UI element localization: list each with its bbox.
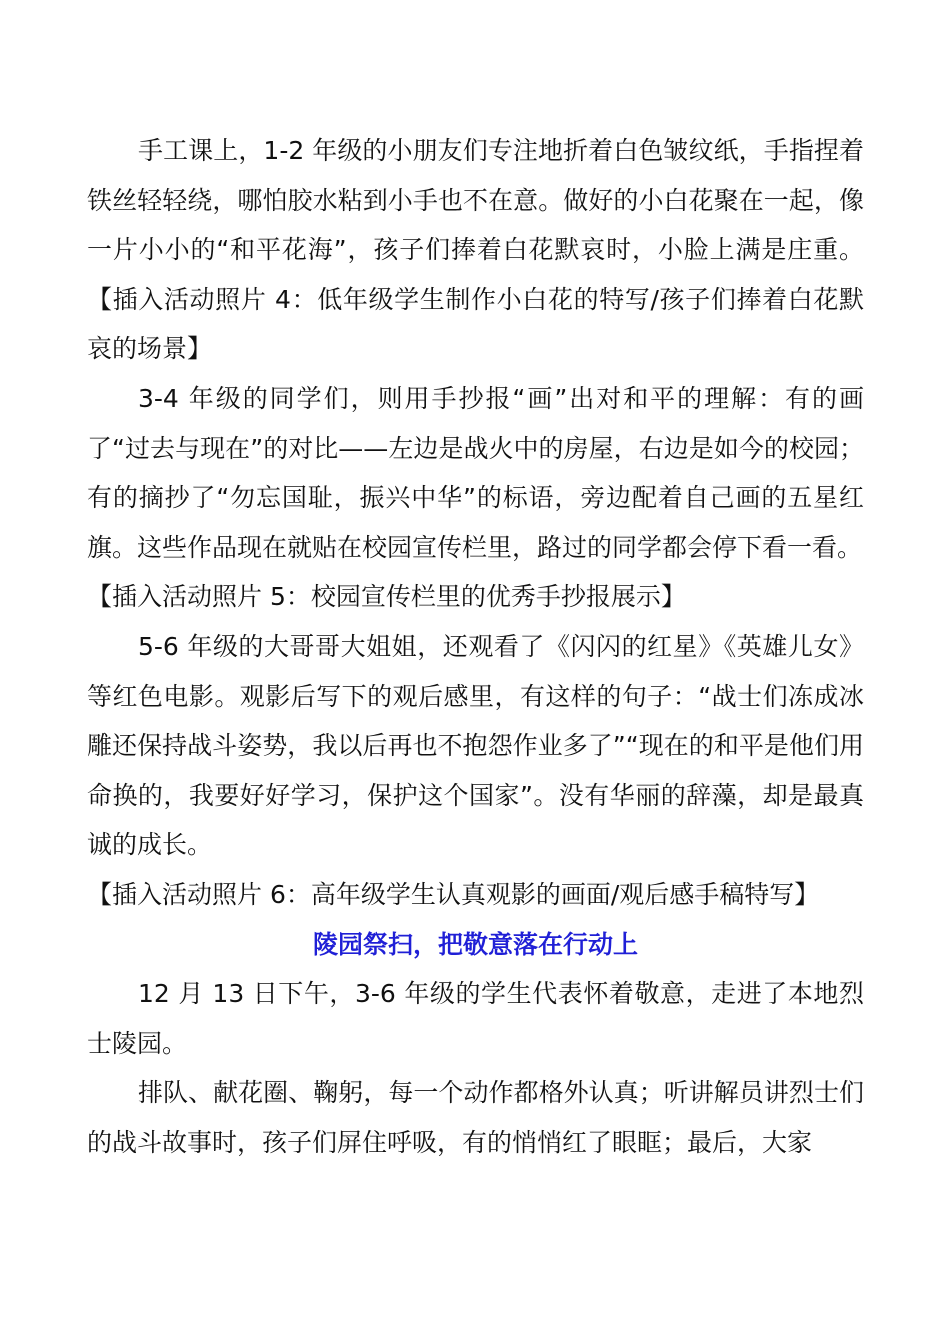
document-page [87,126,864,1167]
section-heading: 陵园祭扫，把敬意落在行动上 [312,929,638,959]
photo-placeholder-5: 【插入活动照片 5：校园宣传栏里的优秀手抄报展示】 [87,582,686,612]
paragraph-handcraft: 手工课上，1-2 年级的小朋友们专注地折着白色皱纹纸，手指捏着铁丝轻轻绕，哪怕胶水粘到小手也不在意。做好的小白花聚在一起，像一片小小的“和平花海”，孩子们捧着白花默哀时，小脸上满是庄重。【插入活动照片 4：低年级学生制作小白花的特写/孩子们捧着白花默哀的场景】 [87,136,864,364]
paragraph-cemetery-visit: 12 月 13 日下午，3-6 年级的学生代表怀着敬意，走进了本地烈士陵园。 [87,979,864,1058]
paragraph-handcopy-newspaper: 3-4 年级的同学们，则用手抄报“画”出对和平的理解：有的画了“过去与现在”的对比——左边是战火中的房屋，右边是如今的校园；有的摘抄了“勿忘国耻，振兴中华”的标语，旁边配着自己画的五星红旗。这些作品现在就贴在校园宣传栏里，路过的同学都会停下看一看。 [87,383,864,562]
photo-placeholder-6: 【插入活动照片 6：高年级学生认真观影的画面/观后感手稿特写】 [87,879,820,909]
paragraph-ceremony: 排队、献花圈、鞠躬，每一个动作都格外认真；听讲解员讲烈士们的战斗故事时，孩子们屏住呼吸，有的悄悄红了眼眶；最后，大家 [87,1078,864,1157]
paragraph-red-movies: 5-6 年级的大哥哥大姐姐，还观看了《闪闪的红星》《英雄儿女》等红色电影。观影后写下的观后感里，有这样的句子：“战士们冻成冰雕还保持战斗姿势，我以后再也不抱怨作业多了”“现在的和平是他们用命换的，我要好好学习，保护这个国家”。没有华丽的辞藻，却是最真诚的成长。 [87,631,864,860]
